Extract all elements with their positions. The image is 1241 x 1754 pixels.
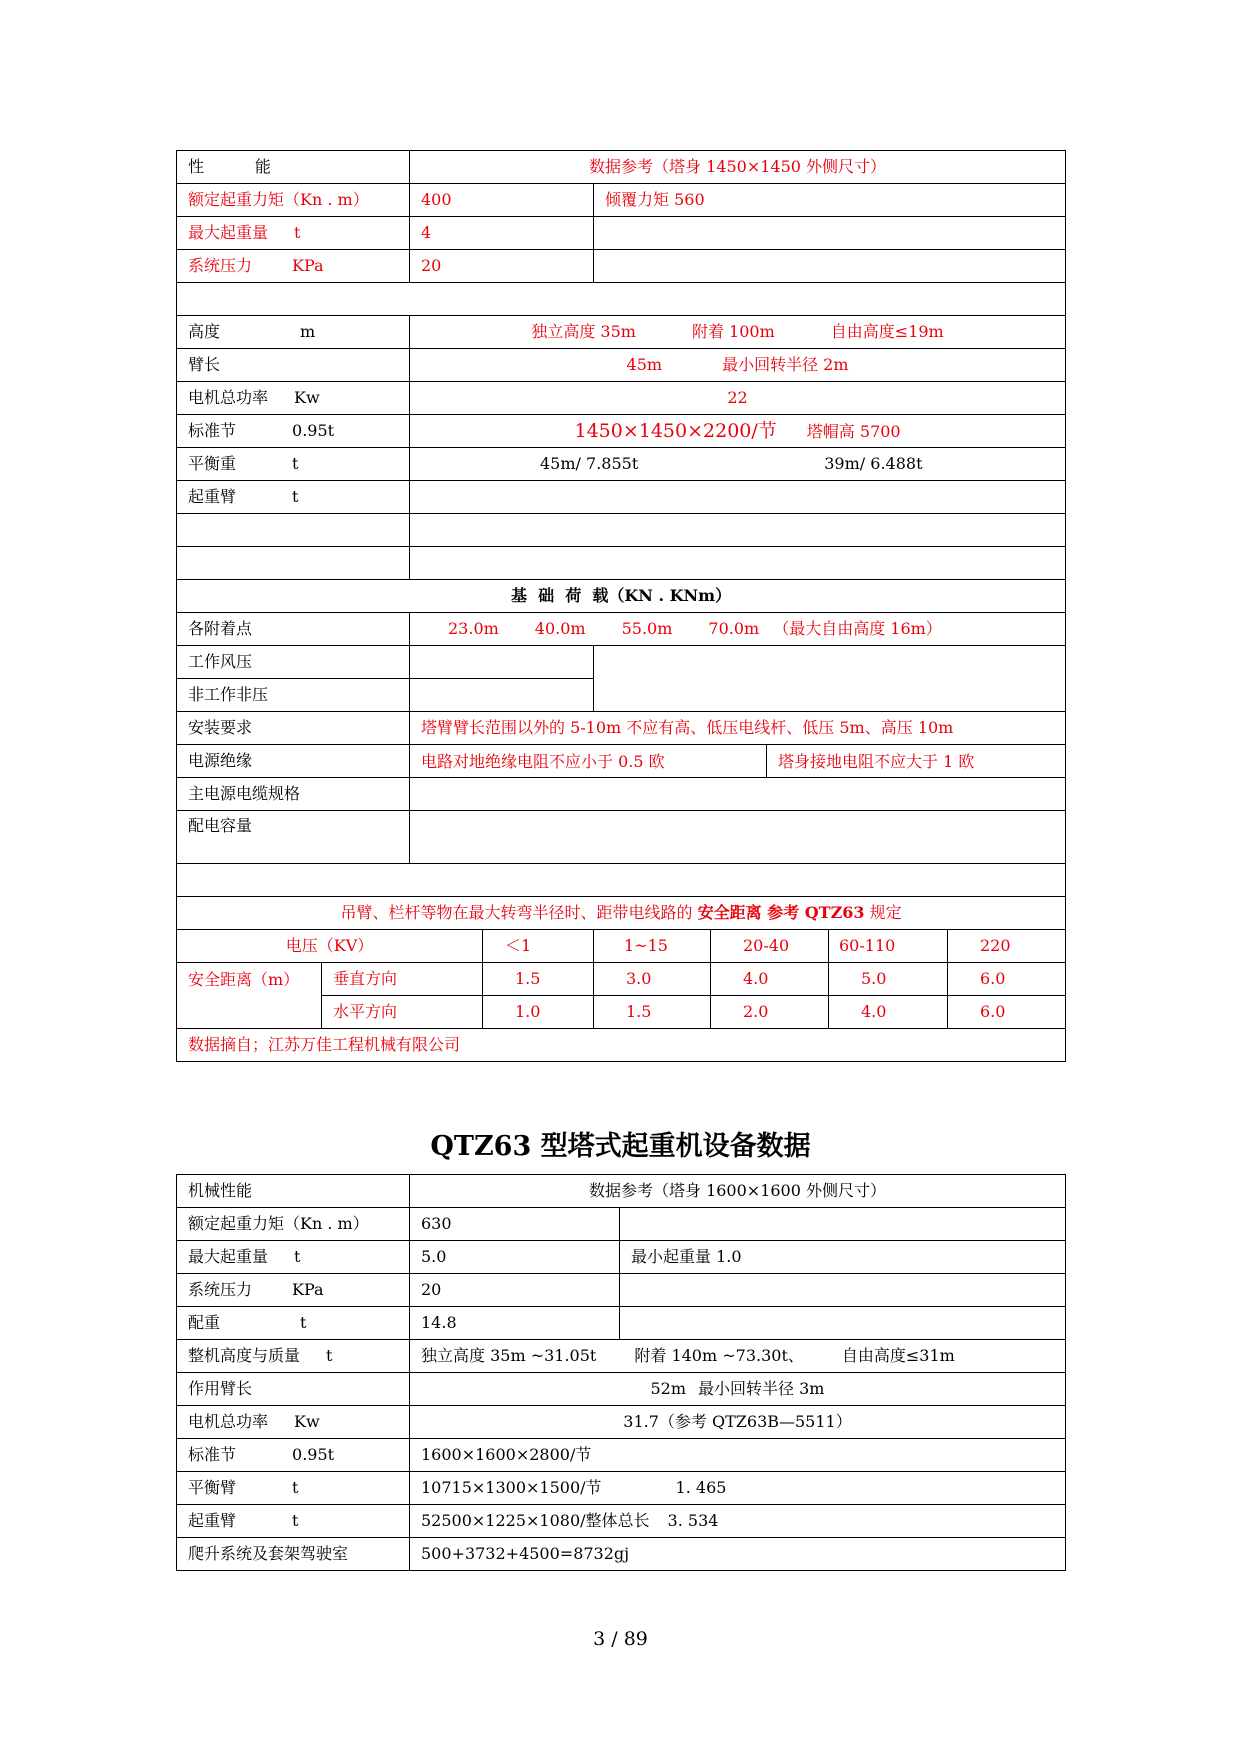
horizontal-value: 1.5 <box>594 996 711 1029</box>
working-arm-values: 52m 最小回转半径 3m <box>410 1373 1066 1406</box>
header-value: 数据参考（塔身 1600×1600 外侧尺寸） <box>410 1175 1066 1208</box>
max-lift-value: 5.0 <box>410 1241 620 1274</box>
distribution-label: 配电容量 <box>177 811 410 864</box>
voltage-value: 60-110 <box>829 930 948 963</box>
voltage-value: 220 <box>948 930 1066 963</box>
empty-cell <box>620 1208 1066 1241</box>
working-arm-label: 作用臂长 <box>177 1373 410 1406</box>
empty-cell <box>410 679 594 712</box>
install-req-value: 塔臂臂长范围以外的 5-10m 不应有高、低压电线杆、低压 5m、高压 10m <box>410 712 1066 745</box>
table-row <box>177 963 1066 996</box>
nonworking-wind-label: 非工作非压 <box>177 679 410 712</box>
table-row <box>177 547 1066 580</box>
ballast-label: 配重 t <box>177 1307 410 1340</box>
rated-moment-value: 630 <box>410 1208 620 1241</box>
table-row <box>177 1373 1066 1406</box>
table-row <box>177 778 1066 811</box>
table-row <box>177 897 1066 930</box>
table-row <box>177 1307 1066 1340</box>
table-row <box>177 1538 1066 1571</box>
motor-power-label: 电机总功率 Kw <box>177 382 410 415</box>
min-lift: 最小起重量 1.0 <box>620 1241 1066 1274</box>
jib-values: 52500×1225×1080/整体总长 3. 534 <box>410 1505 1066 1538</box>
counterweight-label: 平衡重 t <box>177 448 410 481</box>
standard-section-label: 标准节 0.95t <box>177 1439 410 1472</box>
table-row <box>177 283 1066 316</box>
attach-points-values: 23.0m 40.0m 55.0m 70.0m （最大自由高度 16m） <box>410 613 1066 646</box>
table-row <box>177 1175 1066 1208</box>
table-row <box>177 250 1066 283</box>
empty-row <box>177 864 1066 897</box>
table-row <box>177 448 1066 481</box>
horizontal-value: 2.0 <box>711 996 829 1029</box>
table-row <box>177 1439 1066 1472</box>
table-row <box>177 1505 1066 1538</box>
height-label: 高度 m <box>177 316 410 349</box>
tower-crane-spec-table-1 <box>176 150 1066 1062</box>
table-row <box>177 1241 1066 1274</box>
jib-label: 起重臂 t <box>177 481 410 514</box>
arm-length-label: 臂长 <box>177 349 410 382</box>
standard-section-value: 1450×1450×2200/节 塔帽高 5700 <box>410 415 1066 448</box>
table-row <box>177 580 1066 613</box>
system-pressure-value: 20 <box>410 1274 620 1307</box>
power-insulation-values: 电路对地绝缘电阻不应小于 0.5 欧 塔身接地电阻不应大于 1 欧 <box>410 745 1066 778</box>
table-row <box>177 864 1066 897</box>
vertical-value: 3.0 <box>594 963 711 996</box>
empty-cell <box>410 514 1066 547</box>
rated-moment-label: 额定起重力矩（Kn . m） <box>177 184 410 217</box>
jib-label: 起重臂 t <box>177 1505 410 1538</box>
table-row <box>177 184 1066 217</box>
table-row <box>177 1340 1066 1373</box>
voltage-value: 1~15 <box>594 930 711 963</box>
table-row <box>177 811 1066 864</box>
horizontal-label: 水平方向 <box>322 996 483 1029</box>
jib-value <box>410 481 1066 514</box>
empty-row <box>177 283 1066 316</box>
table-row <box>177 712 1066 745</box>
table-row <box>177 382 1066 415</box>
table-row <box>177 1274 1066 1307</box>
table-row <box>177 514 1066 547</box>
table-row <box>177 415 1066 448</box>
max-lift-label: 最大起重量 t <box>177 217 410 250</box>
overturn-moment: 倾覆力矩 560 <box>594 184 1066 217</box>
empty-cell <box>410 646 594 679</box>
table-row <box>177 930 1066 963</box>
vertical-value: 1.5 <box>483 963 594 996</box>
empty-cell <box>594 646 1066 712</box>
balance-arm-label: 平衡臂 t <box>177 1472 410 1505</box>
table-row <box>177 613 1066 646</box>
foundation-title: 基 础 荷 载（KN . KNm） <box>177 580 1066 613</box>
header-value: 数据参考（塔身 1450×1450 外侧尺寸） <box>410 151 1066 184</box>
voltage-value: ＜1 <box>483 930 594 963</box>
safety-note: 吊臂、栏杆等物在最大转弯半径时、距带电线路的 安全距离 参考 QTZ63 规定 <box>177 897 1066 930</box>
working-wind-label: 工作风压 <box>177 646 410 679</box>
rated-moment-label: 额定起重力矩（Kn . m） <box>177 1208 410 1241</box>
counterweight-values: 45m/ 7.855t 39m/ 6.488t <box>410 448 1066 481</box>
empty-cell <box>594 217 1066 250</box>
table-row <box>177 745 1066 778</box>
motor-power-value: 31.7（参考 QTZ63B—5511） <box>410 1406 1066 1439</box>
voltage-label: 电压（KV） <box>177 930 483 963</box>
table-row <box>177 1472 1066 1505</box>
header-label: 性 能 <box>177 151 410 184</box>
horizontal-value: 1.0 <box>483 996 594 1029</box>
max-lift-label: 最大起重量 t <box>177 1241 410 1274</box>
empty-cell <box>620 1274 1066 1307</box>
height-values: 独立高度 35m 附着 100m 自由高度≤19m <box>410 316 1066 349</box>
empty-cell <box>177 547 410 580</box>
empty-cell <box>177 514 410 547</box>
vertical-label: 垂直方向 <box>322 963 483 996</box>
empty-cell <box>410 778 1066 811</box>
page-number: 3 / 89 <box>593 1628 648 1650</box>
table-row <box>177 1406 1066 1439</box>
table-row <box>177 1208 1066 1241</box>
horizontal-value: 4.0 <box>829 996 948 1029</box>
vertical-value: 4.0 <box>711 963 829 996</box>
install-req-label: 安装要求 <box>177 712 410 745</box>
height-mass-values: 独立高度 35m ~31.05t 附着 140m ~73.30t、 自由高度≤31m <box>410 1340 1066 1373</box>
safe-distance-label: 安全距离（m） <box>177 963 322 1029</box>
table-row <box>177 646 1066 679</box>
table-row <box>177 349 1066 382</box>
balance-arm-values: 10715×1300×1500/节 1. 465 <box>410 1472 1066 1505</box>
table-row <box>177 316 1066 349</box>
system-pressure-label: 系统压力 KPa <box>177 250 410 283</box>
empty-cell <box>410 811 1066 864</box>
height-mass-label: 整机高度与质量 t <box>177 1340 410 1373</box>
divider <box>766 745 767 778</box>
rated-moment-value: 400 <box>410 184 594 217</box>
max-lift-value: 4 <box>410 217 594 250</box>
motor-power-label: 电机总功率 Kw <box>177 1406 410 1439</box>
table-row <box>177 481 1066 514</box>
empty-cell <box>620 1307 1066 1340</box>
climbing-value: 500+3732+4500=8732gj <box>410 1538 1066 1571</box>
section-title: QTZ63 型塔式起重机设备数据 <box>430 1131 811 1162</box>
empty-cell <box>410 547 1066 580</box>
arm-length-values: 45m 最小回转半径 2m <box>410 349 1066 382</box>
source-note: 数据摘自；江苏万佳工程机械有限公司 <box>177 1029 1066 1062</box>
table-row <box>177 1029 1066 1062</box>
horizontal-value: 6.0 <box>948 996 1066 1029</box>
climbing-label: 爬升系统及套架驾驶室 <box>177 1538 410 1571</box>
ballast-value: 14.8 <box>410 1307 620 1340</box>
vertical-value: 6.0 <box>948 963 1066 996</box>
standard-section-label: 标准节 0.95t <box>177 415 410 448</box>
standard-section-value: 1600×1600×2800/节 <box>410 1439 1066 1472</box>
power-insulation-label: 电源绝缘 <box>177 745 410 778</box>
system-pressure-value: 20 <box>410 250 594 283</box>
motor-power-value: 22 <box>410 382 1066 415</box>
attach-points-label: 各附着点 <box>177 613 410 646</box>
main-cable-label: 主电源电缆规格 <box>177 778 410 811</box>
empty-cell <box>594 250 1066 283</box>
table-row <box>177 151 1066 184</box>
voltage-value: 20-40 <box>711 930 829 963</box>
vertical-value: 5.0 <box>829 963 948 996</box>
header-label: 机械性能 <box>177 1175 410 1208</box>
table-row <box>177 217 1066 250</box>
qtz63-spec-table <box>176 1174 1066 1571</box>
system-pressure-label: 系统压力 KPa <box>177 1274 410 1307</box>
